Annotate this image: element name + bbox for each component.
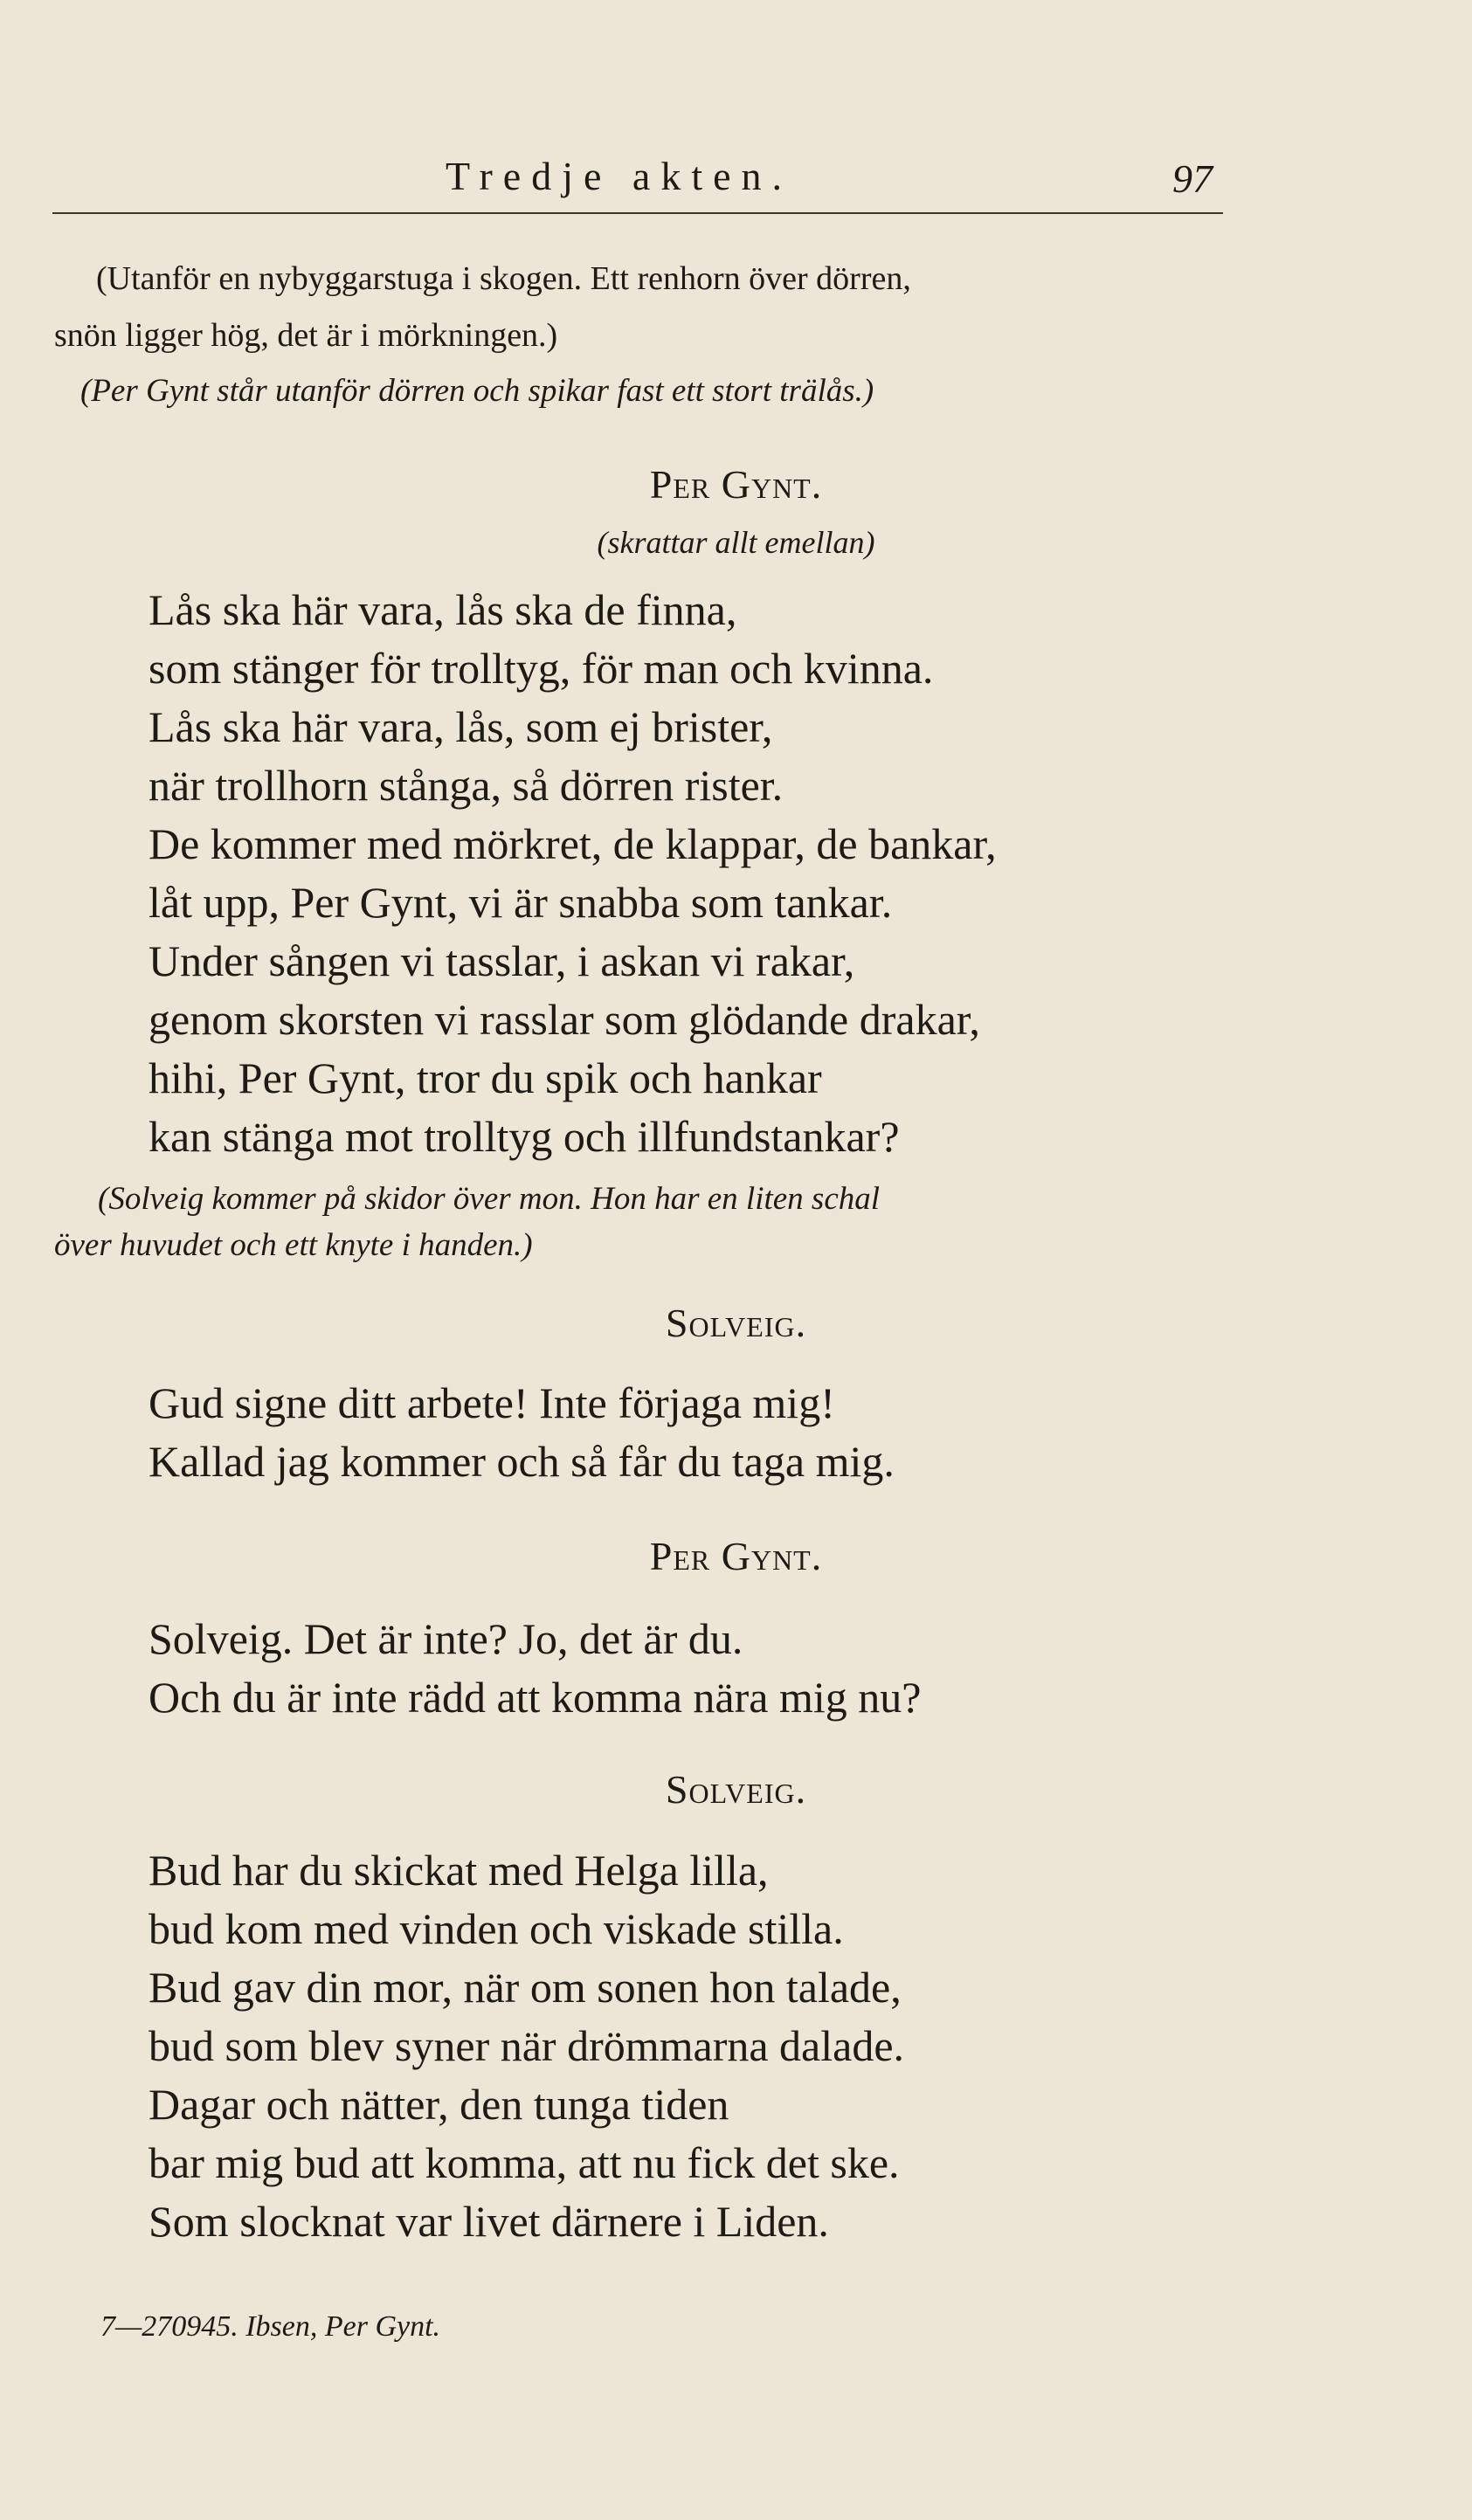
verse-line: Under sången vi tasslar, i askan vi rakar, <box>149 936 855 985</box>
verse-line: när trollhorn stånga, så dörren rister. <box>149 761 784 810</box>
printer-signature: 7—270945. Ibsen, Per Gynt. <box>100 2310 441 2343</box>
stage-direction-line: (Utanför en nybyggarstuga i skogen. Ett renhorn över dörren, <box>96 260 911 297</box>
verse-line: Lås ska här vara, lås, som ej brister, <box>149 702 773 751</box>
speaker-name: Per Gynt. <box>649 1534 823 1578</box>
verse-block <box>149 1374 895 1491</box>
verse-line: De kommer med mörkret, de klappar, de bankar, <box>149 819 997 868</box>
verse-line: Bud har du skickat med Helga lilla, <box>149 1846 769 1895</box>
verse-line: Lås ska här vara, lås ska de finna, <box>149 585 737 634</box>
verse-line: Som slocknat var livet därnere i Liden. <box>149 2197 829 2246</box>
verse-line: Solveig. Det är inte? Jo, det är du. <box>149 1614 743 1663</box>
verse-line: Och du är inte rädd att komma nära mig nu? <box>149 1673 922 1722</box>
page-number: 97 <box>1172 156 1213 201</box>
verse-block <box>149 1610 921 1727</box>
verse-block <box>149 581 997 1166</box>
verse-line: Bud gav din mor, när om sonen hon talade, <box>149 1963 902 2012</box>
verse-line: låt upp, Per Gynt, vi är snabba som tankar. <box>149 878 893 927</box>
running-head: Tredje akten. <box>446 154 793 198</box>
speaker-name: Per Gynt. <box>649 462 823 507</box>
verse-line: hihi, Per Gynt, tror du spik och hankar <box>149 1053 822 1102</box>
speaker-name: Solveig. <box>665 1301 807 1345</box>
verse-line: bar mig bud att komma, att nu fick det ske. <box>149 2138 900 2187</box>
verse-block <box>149 1841 904 2251</box>
verse-line: Dagar och nätter, den tunga tiden <box>149 2080 729 2129</box>
verse-line: bud som blev syner när drömmarna dalade. <box>149 2021 905 2070</box>
header-rule <box>52 212 1223 214</box>
verse-line: bud kom med vinden och viskade stilla. <box>149 1904 844 1953</box>
verse-line: genom skorsten vi rasslar som glödande drakar, <box>149 995 980 1044</box>
stage-direction-line: snön ligger hög, det är i mörkningen.) <box>54 317 558 354</box>
stage-direction-italic: (Solveig kommer på skidor över mon. Hon har en liten schal <box>98 1181 881 1217</box>
stage-direction-italic: (Per Gynt står utanför dörren och spikar fast ett stort trälås.) <box>80 373 874 409</box>
verse-line: Gud signe ditt arbete! Inte förjaga mig! <box>149 1378 835 1427</box>
speaker-aside: (skrattar allt emellan) <box>597 525 875 560</box>
verse-line: som stänger för trolltyg, för man och kvinna. <box>149 644 934 693</box>
stage-direction-italic: över huvudet och ett knyte i handen.) <box>54 1227 533 1263</box>
verse-line: Kallad jag kommer och så får du taga mig. <box>149 1437 895 1486</box>
verse-line: kan stänga mot trolltyg och illfundstankar? <box>149 1112 900 1161</box>
speaker-name: Solveig. <box>665 1767 807 1812</box>
